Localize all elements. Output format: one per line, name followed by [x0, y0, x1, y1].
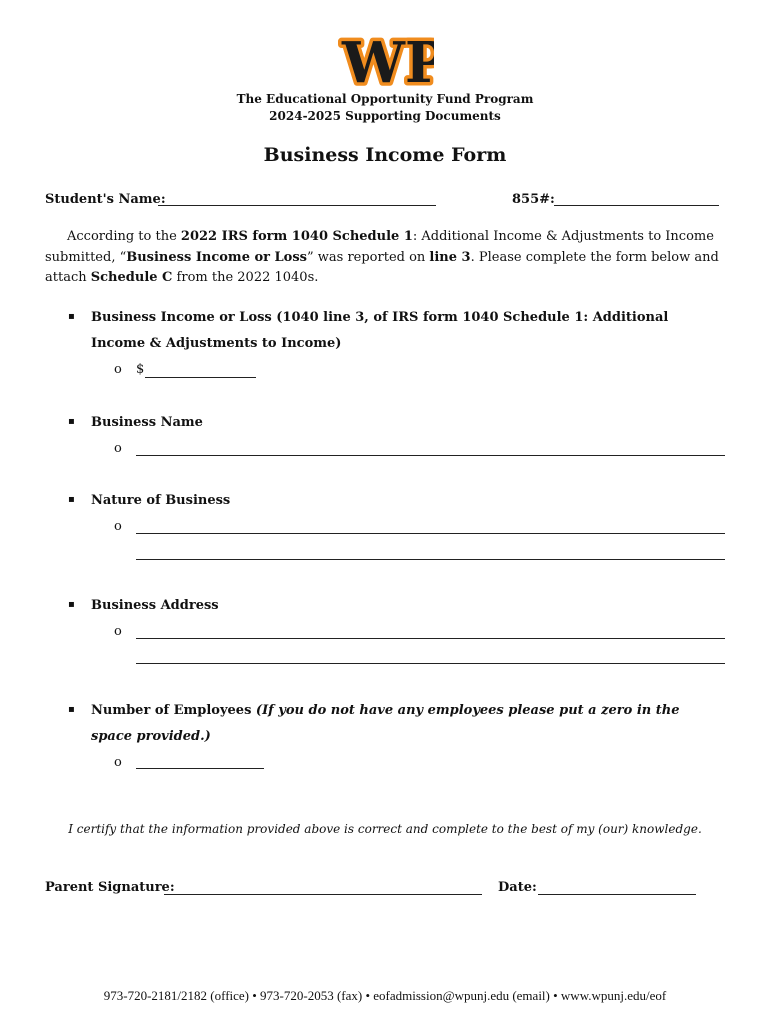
contact-footer: 973-720-2181/2182 (office) • 973-720-2053 (fax) • eofadmission@wpunj.edu (email) • www.wpunj.edu/eof	[103, 988, 667, 1003]
business-income-label: Business Income or Loss (1040 line 3, of IRS form 1040 Schedule 1: Additional Income & Adjustments to Income)	[91, 310, 669, 351]
business-address-label: Business Address	[91, 598, 219, 613]
nature-of-business-field-line2[interactable]	[136, 559, 725, 560]
dollar-sign: $	[136, 362, 145, 377]
date-label: Date:	[498, 880, 537, 895]
page-title: Business Income Form	[263, 144, 507, 166]
bullet-marker: ▪	[68, 416, 75, 427]
business-income-field[interactable]	[145, 377, 256, 378]
wp-logo	[338, 24, 434, 94]
nature-of-business-label: Nature of Business	[91, 493, 231, 508]
sub-bullet-marker: o	[114, 624, 122, 639]
bullet-marker: ▪	[68, 599, 75, 610]
bullet-marker: ▪	[68, 704, 75, 715]
program-name: The Educational Opportunity Fund Program	[236, 92, 534, 106]
bullet-marker: ▪	[68, 494, 75, 505]
svg-text:WP: WP	[342, 30, 434, 94]
nature-of-business-field-line1[interactable]	[136, 533, 725, 534]
sub-bullet-marker: o	[114, 441, 122, 456]
employees-note: (If you do not have any employees please put a zero in the space provided.)	[91, 703, 680, 744]
parent-signature-label: Parent Signature:	[45, 880, 175, 895]
student-name-field[interactable]	[158, 205, 436, 206]
sub-bullet-marker: o	[114, 362, 122, 377]
document-subtitle: 2024-2025 Supporting Documents	[269, 109, 501, 123]
id-number-field[interactable]	[554, 205, 719, 206]
business-name-label: Business Name	[91, 415, 203, 430]
bullet-marker: ▪	[68, 311, 75, 322]
id-number-label: 855#:	[512, 192, 555, 207]
student-name-label: Student's Name:	[45, 192, 166, 207]
business-address-field-line1[interactable]	[136, 638, 725, 639]
number-of-employees-field[interactable]	[136, 768, 264, 769]
number-of-employees-label: Number of Employees (If you do not have any employees please put a zero in the space provided.)	[91, 703, 680, 744]
sub-bullet-marker: o	[114, 519, 122, 534]
sub-bullet-marker: o	[114, 755, 122, 770]
parent-signature-field[interactable]	[164, 894, 482, 895]
svg-text:WP: WP	[342, 30, 434, 94]
date-field[interactable]	[538, 894, 696, 895]
certification-statement: I certify that the information provided above is correct and complete to the best of my (our) knowledge.	[68, 822, 702, 836]
business-name-field[interactable]	[136, 455, 725, 456]
intro-paragraph: According to the 2022 IRS form 1040 Schedule 1: Additional Income & Adjustments to Income submitted, “Business Income or Loss” was reported on line 3. Please complete the form below and attach Schedule C from the 2022 1040s.	[45, 229, 719, 285]
business-address-field-line2[interactable]	[136, 663, 725, 664]
